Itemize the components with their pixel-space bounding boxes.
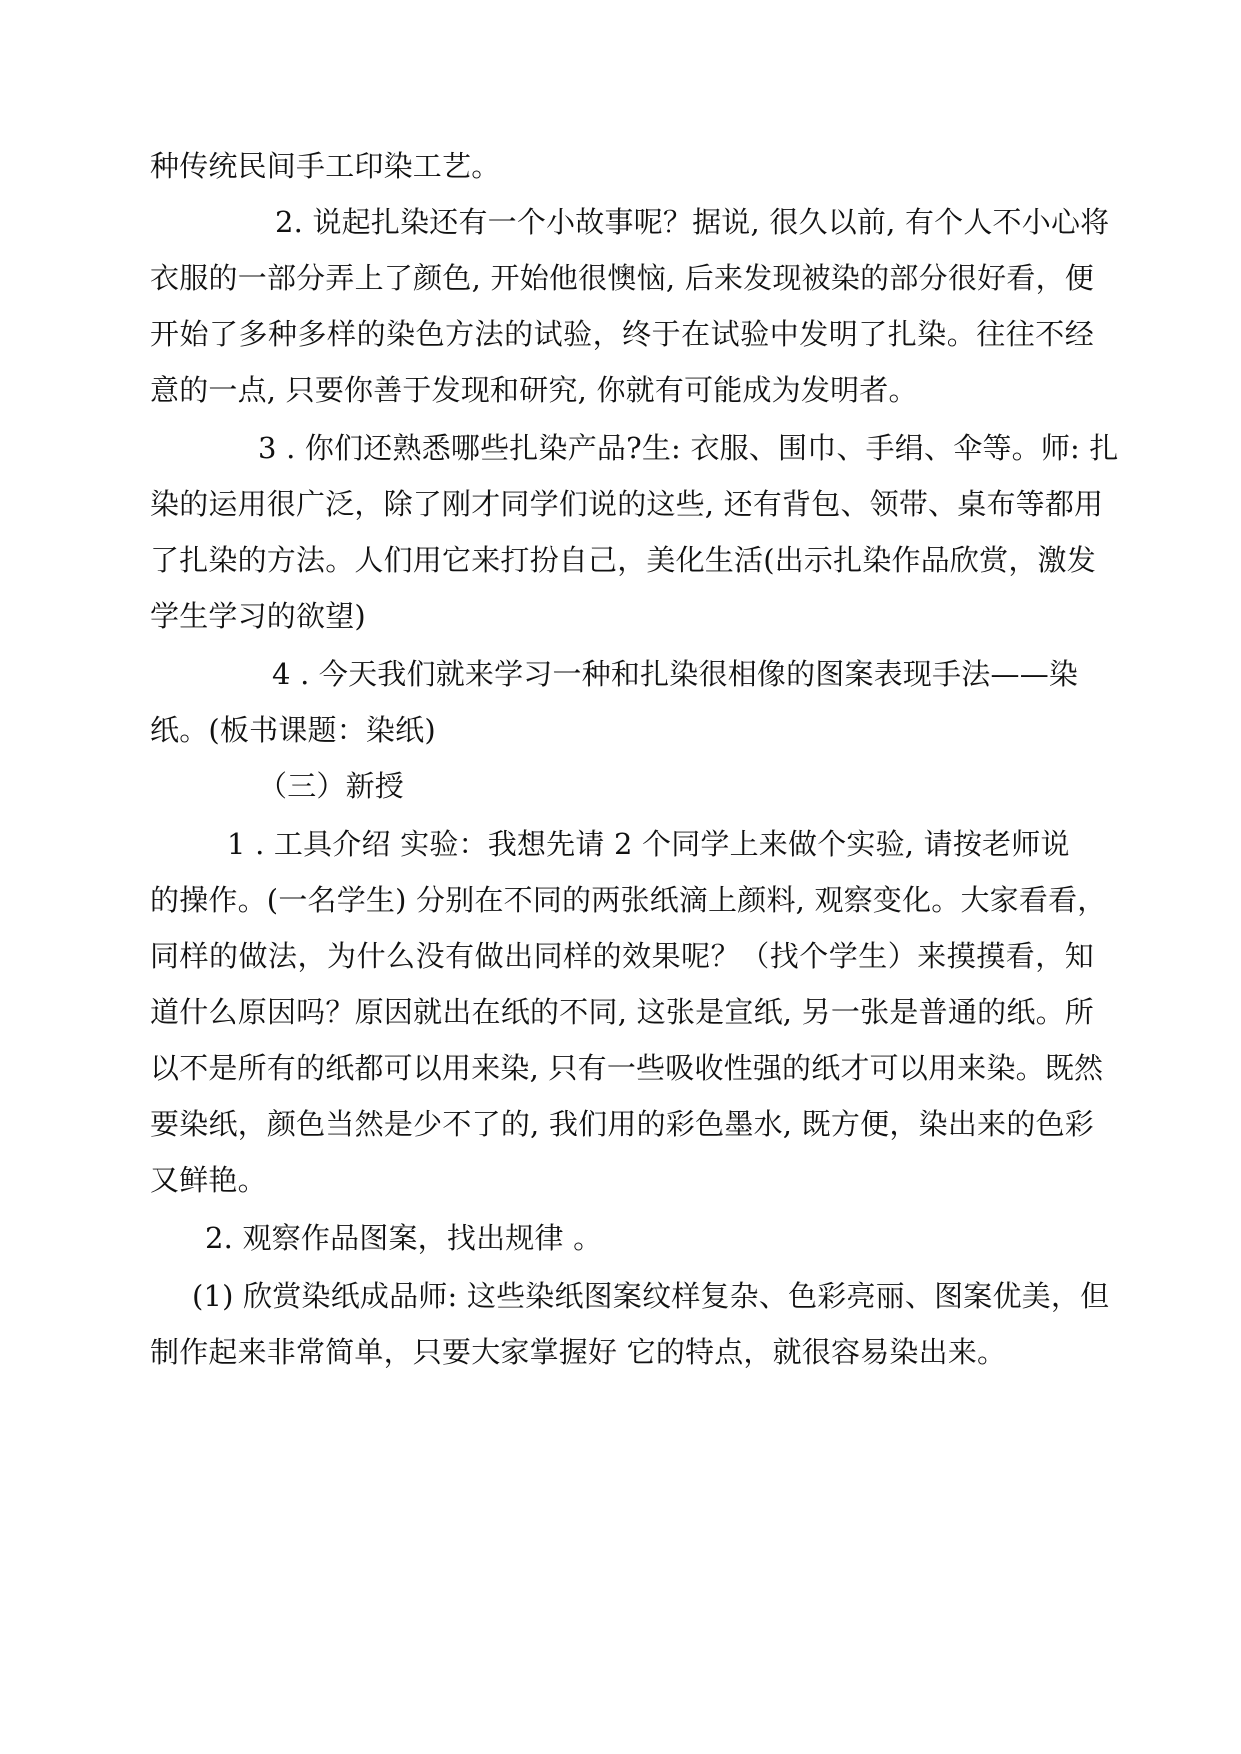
text-line-22: 制作起来非常简单，只要大家掌握好 它的特点，就很容易染出来。 (150, 1335, 1007, 1369)
text-line-21: (1) 欣赏染纸成品师: 这些染纸图案纹样复杂、色彩亮丽、图案优美，但 (192, 1279, 1110, 1313)
text-line-16: 道什么原因吗？原因就出在纸的不同, 这张是宣纸, 另一张是普通的纸。所 (150, 995, 1094, 1029)
text-line-2: 2. 说起扎染还有一个小故事呢？据说, 很久以前, 有个人不小心将 (275, 205, 1110, 239)
section-heading: （三）新授 (258, 769, 405, 803)
text-line-8: 了扎染的方法。人们用它来打扮自己，美化生活(出示扎染作品欣赏，激发 (150, 543, 1096, 577)
text-line-13: 1 . 工具介绍 实验：我想先请 2 个同学上来做个实验, 请按老师说 (227, 827, 1070, 861)
text-line-3: 衣服的一部分弄上了颜色, 开始他很懊恼, 后来发现被染的部分很好看，便 (150, 261, 1094, 295)
text-line-18: 要染纸，颜色当然是少不了的, 我们用的彩色墨水, 既方便，染出来的色彩 (150, 1107, 1094, 1141)
text-line-7: 染的运用很广泛，除了刚才同学们说的这些, 还有背包、领带、桌布等都用 (150, 487, 1104, 521)
text-line-1: 种传统民间手工印染工艺。 (150, 149, 501, 183)
text-line-6: 3 . 你们还熟悉哪些扎染产品?生: 衣服、围巾、手绢、伞等。师: 扎 (258, 431, 1119, 465)
text-line-4: 开始了多种多样的染色方法的试验，终于在试验中发明了扎染。往往不经 (150, 317, 1094, 351)
text-line-5: 意的一点, 只要你善于发现和研究, 你就有可能成为发明者。 (150, 373, 918, 407)
text-line-19: 又鲜艳。 (150, 1163, 267, 1197)
text-line-17: 以不是所有的纸都可以用来染, 只有一些吸收性强的纸才可以用来染。既然 (150, 1051, 1104, 1085)
text-line-10: 4 . 今天我们就来学习一种和扎染很相像的图案表现手法——染 (272, 657, 1079, 691)
text-line-14: 的操作。(一名学生) 分别在不同的两张纸滴上颜料, 观察变化。大家看看， (150, 883, 1107, 917)
text-line-15: 同样的做法，为什么没有做出同样的效果呢？（找个学生）来摸摸看，知 (150, 939, 1094, 973)
text-line-9: 学生学习的欲望) (150, 599, 366, 633)
text-line-11: 纸。(板书课题：染纸) (150, 713, 436, 747)
text-line-20: 2. 观察作品图案，找出规律 。 (205, 1221, 603, 1255)
